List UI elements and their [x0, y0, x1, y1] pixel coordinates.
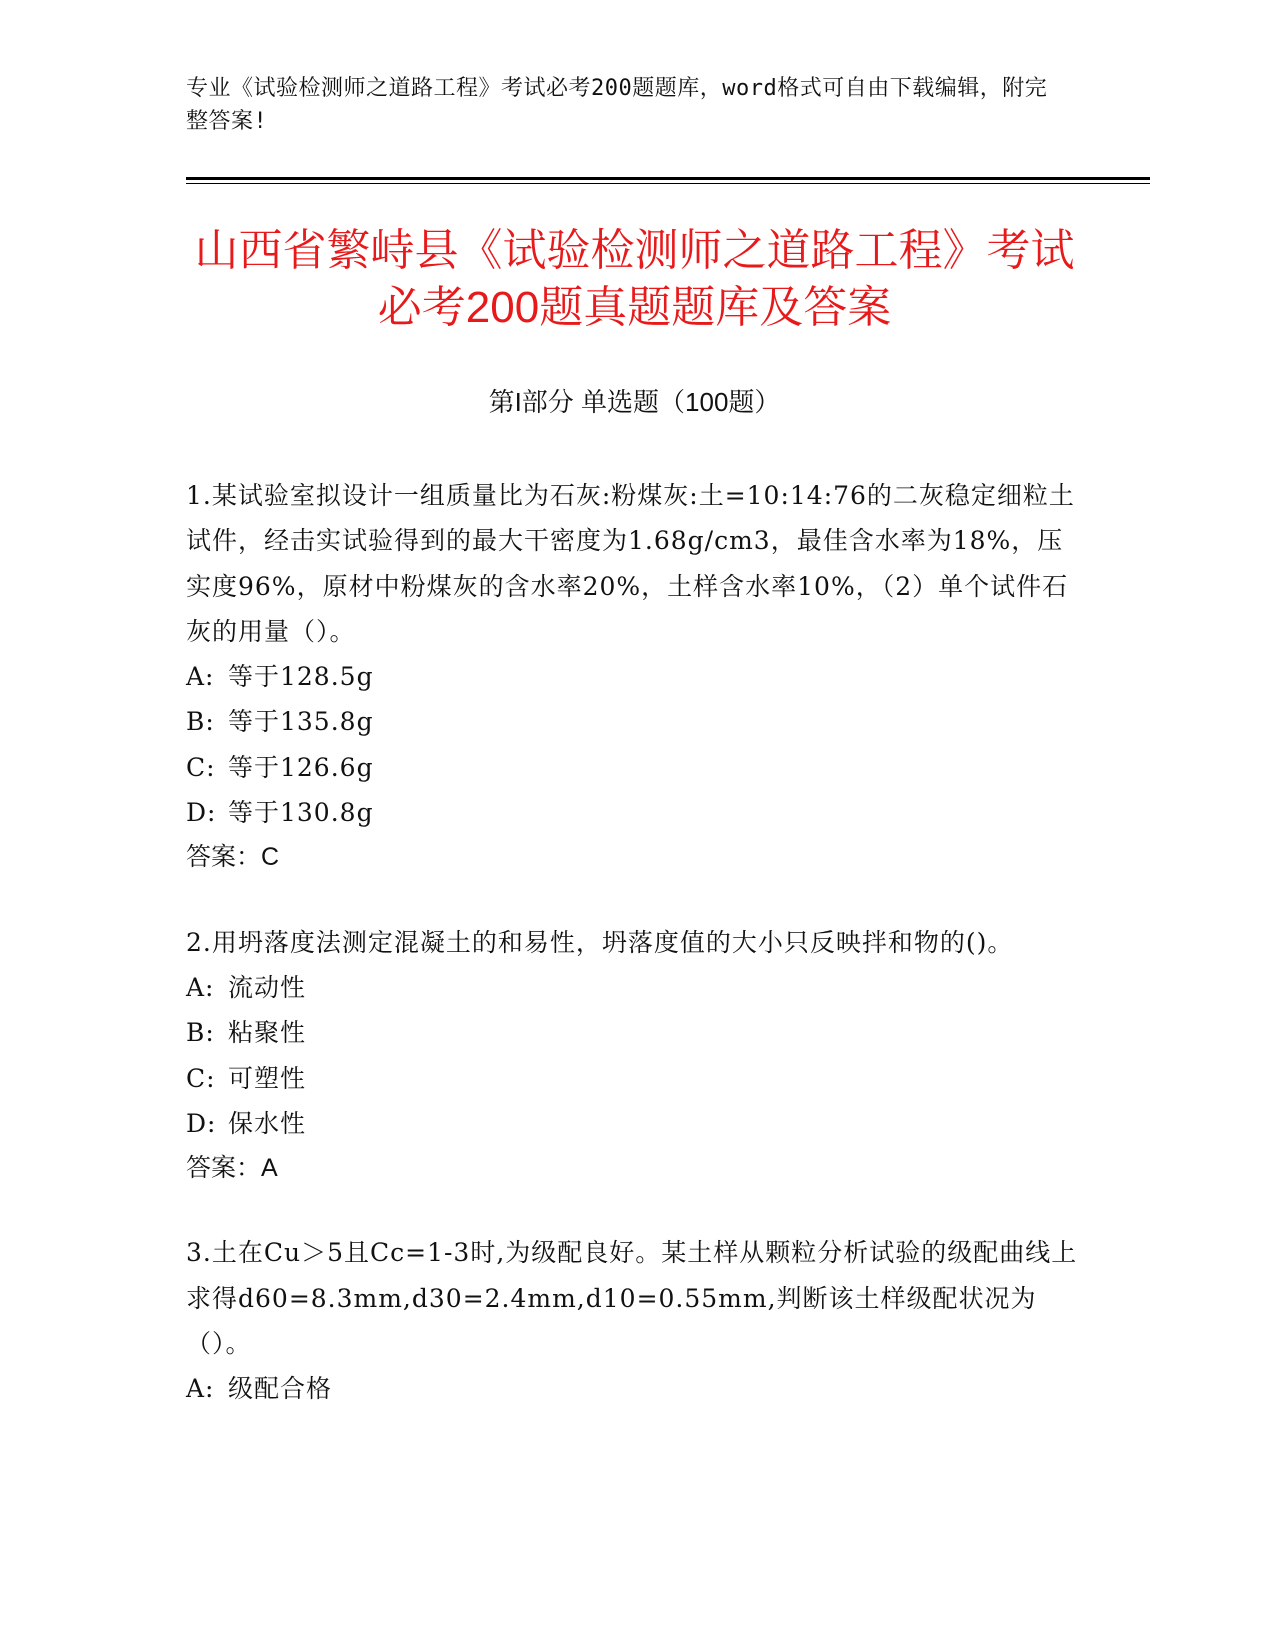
option-key: B: [186, 1018, 215, 1048]
option-text: 流动性 [228, 972, 307, 1002]
option-item [186, 965, 1086, 1010]
answer-line: 答案：A [186, 1154, 278, 1183]
option-item [186, 1010, 1086, 1055]
question-list [186, 473, 1086, 1451]
option-key: B: [186, 707, 215, 737]
option-item [186, 699, 1086, 744]
answer-line: 答案：C [186, 843, 280, 872]
section-heading: 第I部分 单选题（100题） [488, 387, 781, 417]
option-text: 等于130.8g [228, 798, 374, 828]
option-item [186, 1056, 1086, 1101]
option-text: 可塑性 [228, 1063, 307, 1093]
option-key: C: [186, 1063, 216, 1093]
header-note: 专业《试验检测师之道路工程》考试必考200题题库，word格式可自由下载编辑，附完整答案! [186, 76, 1048, 134]
option-item [186, 745, 1086, 790]
option-text: 等于128.5g [228, 662, 374, 692]
option-item [186, 1101, 1086, 1146]
option-text: 保水性 [228, 1108, 307, 1138]
question-item [186, 920, 1086, 1192]
option-item [186, 790, 1086, 835]
option-key: C: [186, 752, 216, 782]
question-stem: 3.土在Cu＞5且Cc=1-3时,为级配良好。某土样从颗粒分析试验的级配曲线上求得d60=8.3mm,d30=2.4mm,d10=0.55mm,判断该土样级配状况为（）。 [186, 1238, 1078, 1359]
option-text: 粘聚性 [228, 1018, 307, 1048]
option-key: A: [186, 1374, 215, 1404]
option-item [186, 1366, 1086, 1411]
option-key: A: [186, 662, 215, 692]
document-title: 山西省繁峙县《试验检测师之道路工程》考试必考200题真题题库及答案 [194, 226, 1075, 332]
option-text: 等于135.8g [228, 707, 374, 737]
question-stem: 2.用坍落度法测定混凝土的和易性，坍落度值的大小只反映拌和物的()。 [186, 927, 1014, 957]
option-key: D: [186, 798, 217, 828]
header-rule-thin [186, 183, 1150, 184]
question-stem: 1.某试验室拟设计一组质量比为石灰:粉煤灰:土=10:14:76的二灰稳定细粒土试件，经击实试验得到的最大干密度为1.68g/cm3，最佳含水率为18%，压实度96%，原材中粉煤灰的含水率20%，土样含水率10%，（2）单个试件石灰的用量（）。 [186, 481, 1075, 646]
question-item [186, 473, 1086, 881]
option-item [186, 654, 1086, 699]
option-key: D: [186, 1108, 217, 1138]
option-text: 等于126.6g [228, 752, 374, 782]
question-item [186, 1230, 1086, 1411]
header-rule-thick [186, 177, 1150, 180]
option-text: 级配合格 [228, 1374, 333, 1404]
option-key: A: [186, 972, 215, 1002]
